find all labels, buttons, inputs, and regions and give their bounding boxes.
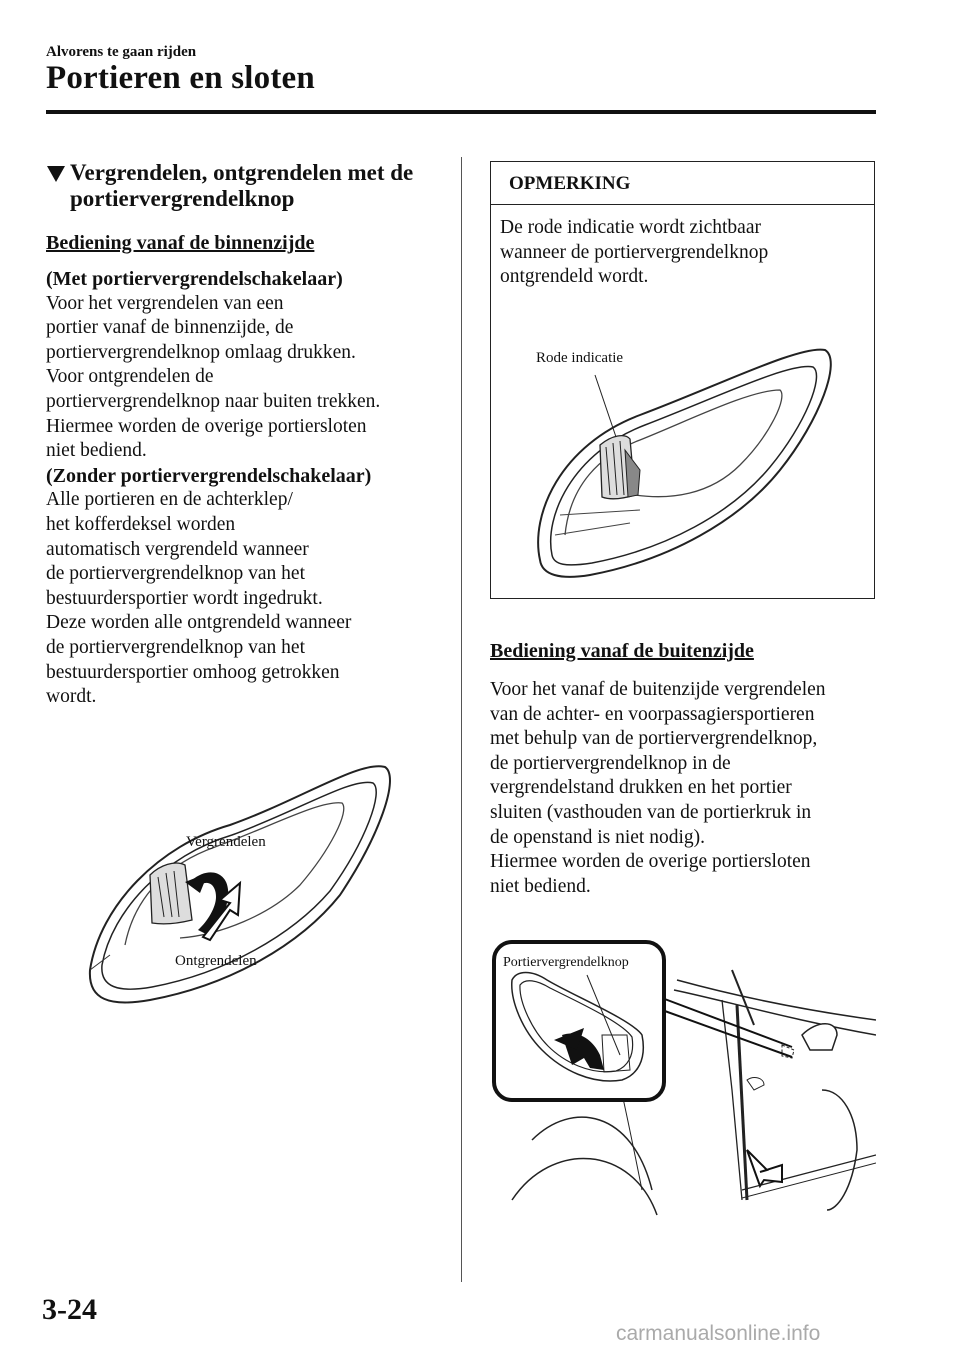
label-lock: Vergrendelen	[186, 834, 266, 850]
header-rule	[46, 110, 876, 114]
red-indicator-illustration	[520, 335, 850, 585]
column-divider	[461, 157, 462, 1282]
with-switch-text: Voor het vergrendelen van een portier vanaf de binnenzijde, de portiervergrendelknop omlaag drukken. Voor ontgrendelen de portiervergrendelknop naar buiten trekken. Hiermee worden de overige portiersloten niet bediend.	[46, 292, 381, 462]
without-switch-label: (Zonder portiervergrendelschakelaar)	[46, 464, 372, 487]
label-red-indicator: Rode indicatie	[536, 350, 624, 366]
inside-operation-subheading: Bediening vanaf de binnenzijde	[46, 232, 315, 254]
left-column	[46, 160, 446, 710]
label-door-lock-knob: Portiervergrendelknop	[503, 955, 629, 970]
note-title: OPMERKING	[491, 162, 874, 205]
inner-handle-illustration	[80, 755, 410, 1015]
section-heading	[46, 160, 446, 212]
car-door-illustration	[492, 940, 876, 1225]
outside-operation-text: Voor het vanaf de buitenzijde vergrendelen van de achter- en voorpassagiersportieren met behulp van de portiervergrendelknop, de portiervergrendelknop in de vergrendelstand drukken en het portier sluiten (vasthouden van de portierkruk in de openstand is niet nodig). Hiermee worden de overige portiersloten niet bediend.	[490, 679, 826, 897]
red-indicator-figure	[520, 335, 850, 585]
page-number: 3-24	[42, 1293, 97, 1326]
label-unlock: Ontgrendelen	[175, 953, 257, 969]
outside-operation-subheading: Bediening vanaf de buitenzijde	[490, 640, 754, 662]
triangle-bullet-icon	[46, 160, 70, 212]
with-switch-label: (Met portiervergrendelschakelaar)	[46, 268, 343, 290]
section-kicker: Alvorens te gaan rijden	[46, 44, 197, 60]
note-text: De rode indicatie wordt zichtbaar wanneer de portiervergrendelknop ontgrendeld wordt.	[500, 217, 769, 288]
watermark: carmanualsonline.info	[616, 1322, 821, 1345]
car-door-figure	[492, 940, 876, 1225]
section-heading-text: Vergrendelen, ontgrendelen met de portiervergrendelknop	[70, 160, 414, 211]
page-title: Portieren en sloten	[46, 60, 315, 96]
without-switch-text: Alle portieren en de achterklep/ het kofferdeksel worden automatisch vergrendeld wanneer de portiervergrendelknop van het bestuurdersportier wordt ingedrukt. Deze worden alle ontgrendeld wanneer de portiervergrendelknop van het bestuurdersportier omhoog getrokken wordt.	[46, 489, 352, 708]
inner-handle-figure	[80, 755, 410, 1015]
